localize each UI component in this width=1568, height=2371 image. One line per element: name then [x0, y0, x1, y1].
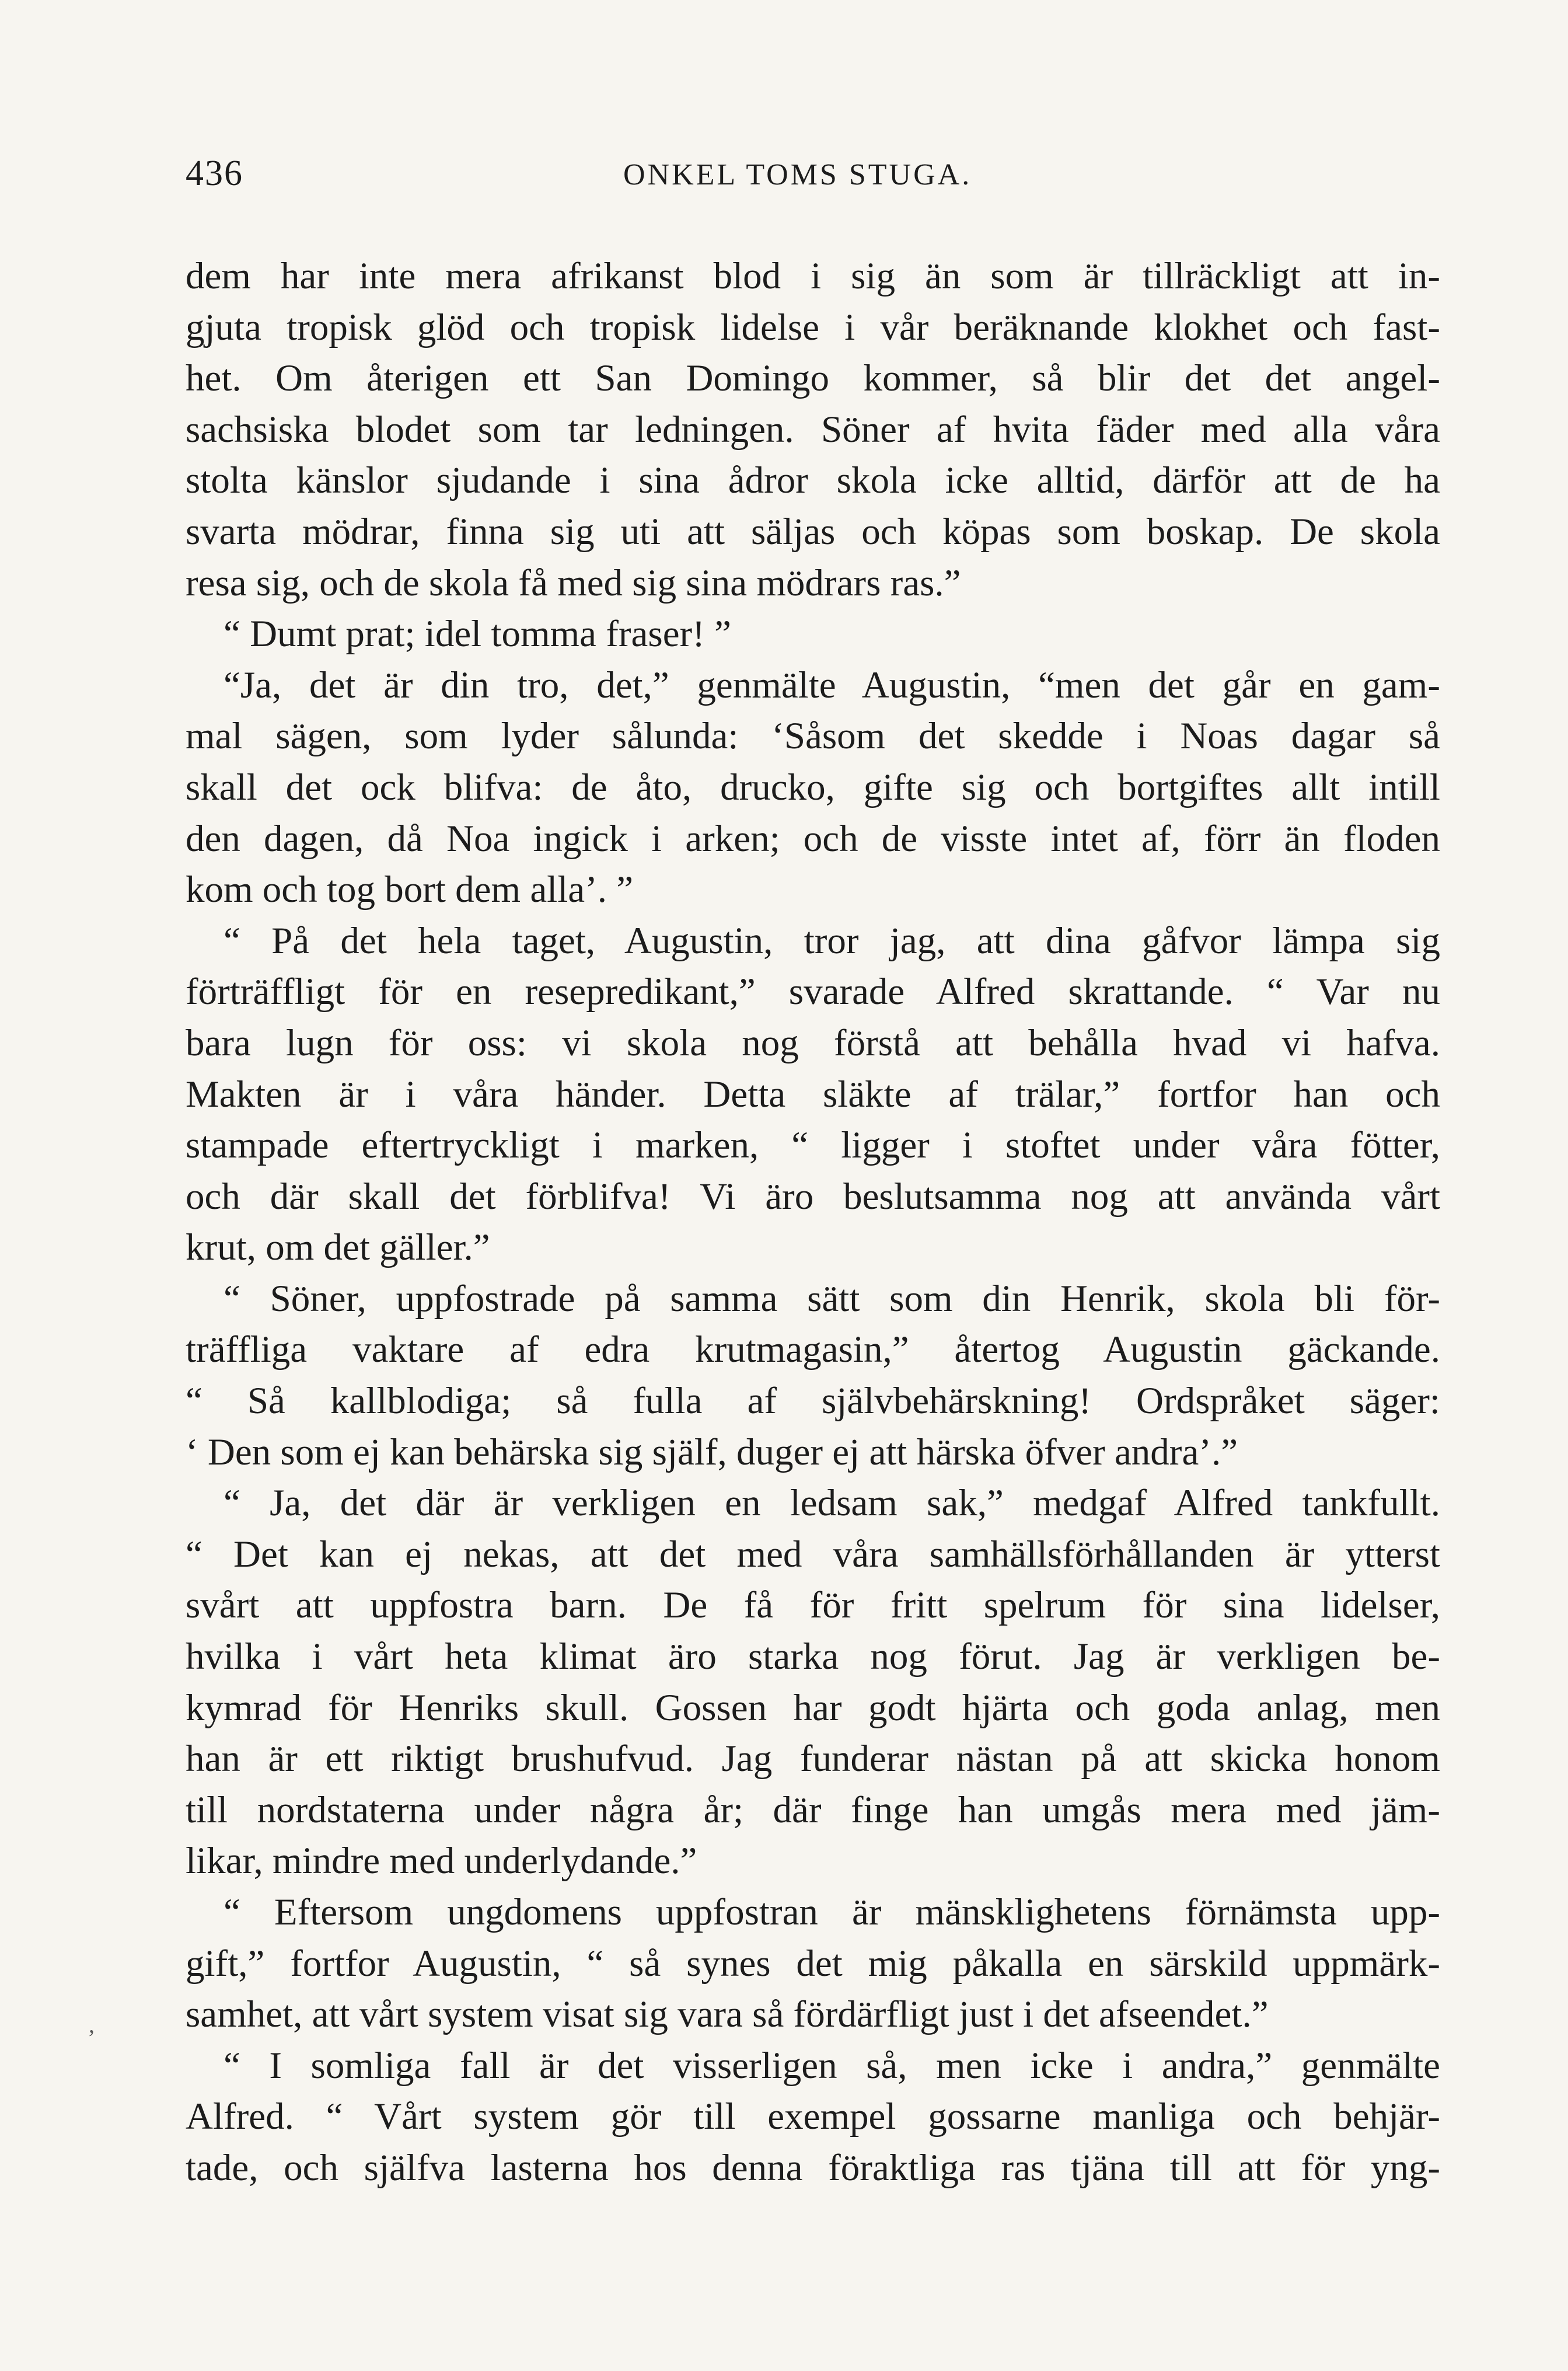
text-line: dem har inte mera afrikanst blod i sig än som är tillräckligt att in-: [186, 255, 1440, 297]
text-line: kymrad för Henriks skull. Gossen har godt hjärta och goda anlag, men: [186, 1686, 1440, 1729]
text-line: till nordstaterna under några år; där finge han umgås mera med jäm-: [186, 1788, 1440, 1831]
text-line: den dagen, då Noa ingick i arken; och de visste intet af, förr än floden: [186, 817, 1440, 860]
text-line: “ Dumt prat; idel tomma fraser! ”: [223, 613, 731, 655]
text-line: “ På det hela taget, Augustin, tror jag, att dina gåfvor lämpa sig: [223, 919, 1440, 962]
text-line: likar, mindre med underlydande.”: [186, 1840, 697, 1882]
text-line: kom och tog bort dem alla’. ”: [186, 869, 634, 911]
text-line: “ Ja, det där är verkligen en ledsam sak,” medgaf Alfred tankfullt.: [223, 1482, 1440, 1525]
page-header: [186, 153, 1440, 205]
text-line: han är ett riktigt brushufvud. Jag funderar nästan på att skicka honom: [186, 1738, 1440, 1780]
page-number: 436: [186, 154, 243, 193]
text-line: gjuta tropisk glöd och tropisk lidelse i vår beräknande klokhet och fast-: [186, 306, 1440, 348]
text-line: stampade eftertryckligt i marken, “ ligger i stoftet under våra fötter,: [186, 1124, 1440, 1167]
text-line: “ Det kan ej nekas, att det med våra samhällsförhållanden är ytterst: [186, 1533, 1440, 1575]
text-line: Makten är i våra händer. Detta släkte af trälar,” fortfor han och: [186, 1073, 1440, 1115]
margin-speck: ,: [89, 2011, 95, 2038]
text-line: resa sig, och de skola få med sig sina mödrars ras.”: [186, 562, 961, 604]
text-line: tade, och själfva lasterna hos denna föraktliga ras tjäna till att för yng-: [186, 2146, 1440, 2189]
text-line: krut, om det gäller.”: [186, 1226, 490, 1269]
text-line: ‘ Den som ej kan behärska sig själf, duger ej att härska öfver andra’.”: [186, 1431, 1238, 1473]
text-line: Alfred. “ Vårt system gör till exempel gossarne manliga och behjär-: [186, 2095, 1440, 2138]
running-head: ONKEL TOMS STUGA.: [623, 158, 972, 191]
body-text: [186, 251, 1440, 2194]
text-line: stolta känslor sjudande i sina ådror skola icke alltid, därför att de ha: [186, 459, 1440, 502]
text-line: svårt att uppfostra barn. De få för fritt spelrum för sina lidelser,: [186, 1584, 1440, 1627]
text-line: “Ja, det är din tro, det,” genmälte Augustin, “men det går en gam-: [223, 664, 1440, 706]
text-line: förträffligt för en resepredikant,” svarade Alfred skrattande. “ Var nu: [186, 971, 1440, 1013]
text-line: “ I somliga fall är det visserligen så, men icke i andra,” genmälte: [223, 2044, 1440, 2087]
text-line: och där skall det förblifva! Vi äro beslutsamma nog att använda vårt: [186, 1175, 1440, 1218]
text-line: bara lugn för oss: vi skola nog förstå att behålla hvad vi hafva.: [186, 1021, 1440, 1064]
text-line: “ Så kallblodiga; så fulla af självbehärskning! Ordspråket säger:: [186, 1380, 1440, 1422]
text-line: het. Om återigen ett San Domingo kommer, så blir det det angel-: [186, 357, 1440, 400]
text-line: träffliga vaktare af edra krutmagasin,” återtog Augustin gäckande.: [186, 1329, 1440, 1371]
text-line: skall det ock blifva: de åto, drucko, gifte sig och bortgiftes allt intill: [186, 766, 1440, 808]
text-line: sachsiska blodet som tar ledningen. Söner af hvita fäder med alla våra: [186, 408, 1440, 451]
text-line: mal sägen, som lyder sålunda: ‘Såsom det skedde i Noas dagar så: [186, 715, 1440, 758]
text-line: gift,” fortfor Augustin, “ så synes det mig påkalla en särskild uppmärk-: [186, 1942, 1440, 1985]
text-line: svarta mödrar, finna sig uti att säljas och köpas som boskap. De skola: [186, 510, 1440, 553]
text-line: hvilka i vårt heta klimat äro starka nog förut. Jag är verkligen be-: [186, 1636, 1440, 1678]
text-line: “ Söner, uppfostrade på samma sätt som din Henrik, skola bli för-: [223, 1277, 1440, 1320]
text-line: “ Eftersom ungdomens uppfostran är mänsklighetens förnämsta upp-: [223, 1891, 1440, 1933]
text-line: samhet, att vårt system visat sig vara så fördärfligt just i det afseendet.”: [186, 1993, 1269, 2036]
